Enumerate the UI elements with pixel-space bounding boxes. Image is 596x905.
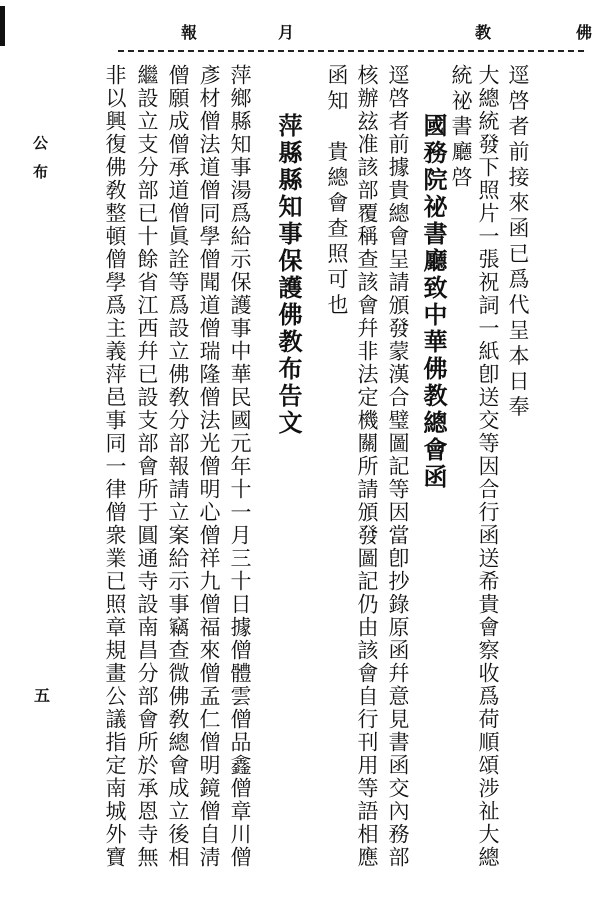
text-column-13: 非以興復佛敎整頓僧學爲主義萍邑事同一律僧衆業已照章規畫公議指定南城外寶 [103,64,127,869]
text-column-2: 大總統發下照片一張祝詞一紙卽送交等因合行函送希貴會察收爲荷順頌涉祉大總 [476,64,500,869]
text-column-7: 函知 貴總會查照可也 [325,64,349,319]
header-dashed-rule [118,50,584,52]
letter-title: 國務院祕書廳致中華佛教總會函 [419,113,448,491]
text-column-1: 逕啓者前接來函已爲代呈本日奉 [506,64,530,421]
header-char-1: 佛 [576,23,593,42]
header-char-4: 報 [181,23,198,42]
header-char-2: 教 [475,23,492,42]
running-header [118,20,593,44]
text-column-11: 僧願成僧承道僧眞詮等爲設立佛敎分部報請立案給示事竊查微佛敎總會成立後相 [166,64,190,869]
page-number: 五 [34,686,51,705]
page-edge-rule [0,6,5,46]
text-column-9: 萍鄉縣知事湯爲給示保護事中華民國元年十一月三十日據僧體雲僧品鑫僧章川僧 [228,64,252,869]
header-char-3: 月 [278,23,295,42]
text-column-10: 彥材僧法道僧同學僧聞道僧瑞隆僧法光僧明心僧祥九僧福來僧孟仁僧明鏡僧自淸 [197,64,221,869]
text-column-12: 繼設立支分部已十餘省江西幷已設支部會所于圓通寺設南昌分部會所於承恩寺無 [135,64,159,869]
section-label: 公布 [31,135,49,193]
text-column-5: 逕啓者前據貴總會呈請頒發蒙漢合璧圖記等因當卽抄錄原函幷意見書函交內務部 [386,64,410,869]
notice-title: 萍縣縣知事保護佛教布告文 [274,113,303,437]
text-column-3: 統祕書廳啓 [449,64,473,192]
text-column-6: 核辦玆准該部覆稱查該會幷非法定機關所請頒發圖記仍由該會自行刊用等語相應 [355,64,379,869]
